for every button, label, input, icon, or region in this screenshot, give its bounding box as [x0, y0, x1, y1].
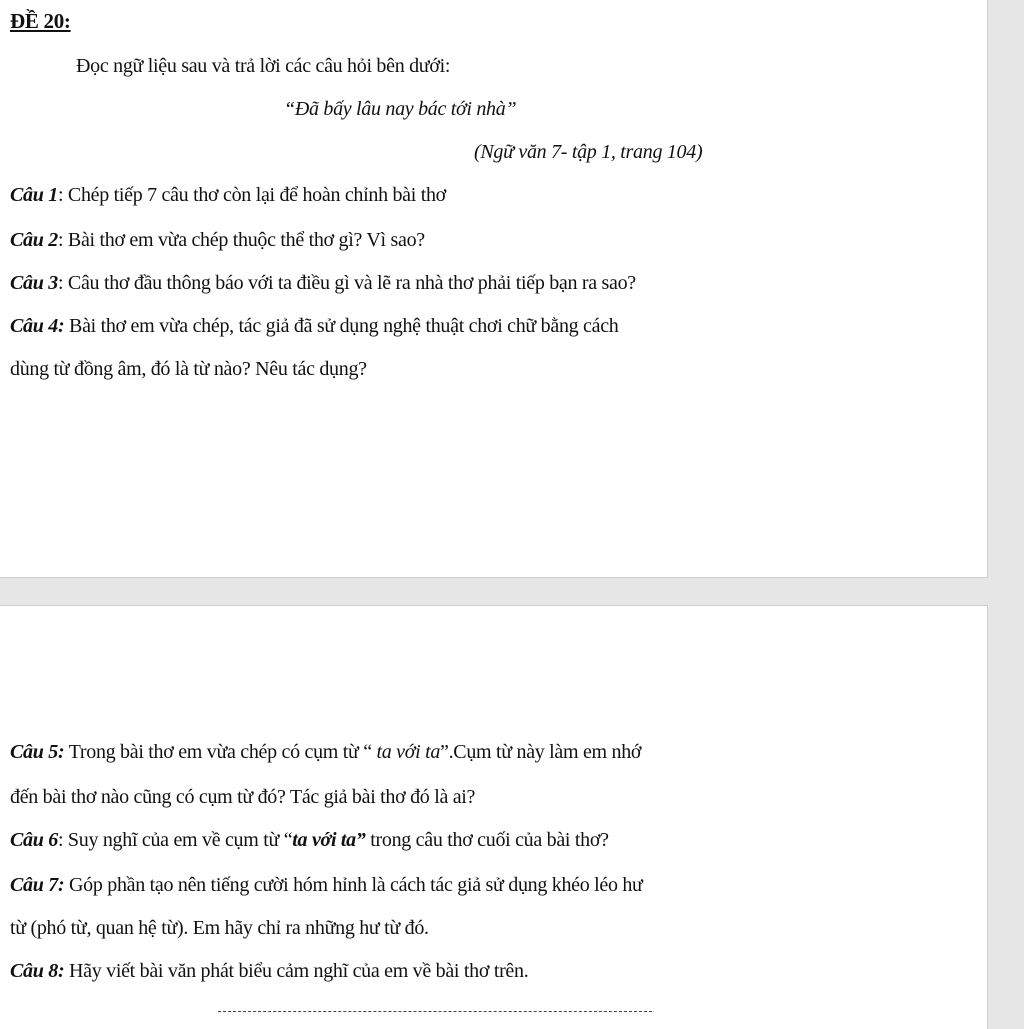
question-1-text: : Chép tiếp 7 câu thơ còn lại để hoàn chỉnh bài thơ: [57, 184, 446, 206]
question-2: [10, 227, 425, 253]
question-6-label: Câu 6: [10, 829, 58, 851]
exam-title: ĐỀ 20:: [10, 9, 71, 33]
question-3-label: Câu 3: [10, 272, 58, 294]
question-5-label: Câu 5:: [10, 741, 65, 763]
source-citation: (Ngữ văn 7- tập 1, trang 104): [474, 141, 703, 163]
question-8-text: Hãy viết bài văn phát biểu cảm nghĩ của em về bài thơ trên.: [64, 960, 529, 982]
question-5-text-b: ”.Cụm từ này làm em nhớ: [440, 741, 642, 763]
question-4-line-2: dùng từ đồng âm, đó là từ nào? Nêu tác dụng?: [10, 358, 367, 380]
question-5-line-1: [10, 739, 641, 765]
question-5-line-2: đến bài thơ nào cũng có cụm từ đó? Tác giả bài thơ đó là ai?: [10, 786, 476, 808]
question-4-text: Bài thơ em vừa chép, tác giả đã sử dụng nghệ thuật chơi chữ bằng cách: [64, 315, 619, 337]
poem-quote: “Đã bấy lâu nay bác tới nhà”: [284, 98, 517, 120]
document-page-2: [0, 605, 988, 1029]
question-6-text-a: : Suy nghĩ của em về cụm từ “: [57, 829, 293, 851]
question-2-text: : Bài thơ em vừa chép thuộc thể thơ gì? Vì sao?: [57, 229, 425, 251]
question-8-label: Câu 8:: [10, 960, 65, 982]
question-3-text: : Câu thơ đầu thông báo với ta điều gì và lẽ ra nhà thơ phải tiếp bạn ra sao?: [57, 272, 636, 294]
question-3: [10, 270, 636, 296]
question-5-text-a: Trong bài thơ em vừa chép có cụm từ “: [64, 741, 377, 763]
question-7-line-1: [10, 872, 643, 898]
question-1-label: Câu 1: [10, 184, 58, 206]
question-6-text-b: trong câu thơ cuối của bài thơ?: [365, 829, 609, 851]
question-4-line-1: [10, 313, 619, 339]
dotted-separator: [218, 1011, 652, 1012]
question-7-text: Góp phần tạo nên tiếng cười hóm hỉnh là cách tác giả sử dụng khéo léo hư: [64, 874, 643, 896]
instruction-text: Đọc ngữ liệu sau và trả lời các câu hỏi bên dưới:: [76, 55, 451, 77]
question-8: [10, 958, 528, 984]
question-5-phrase: ta với ta: [376, 741, 441, 763]
question-1: [10, 182, 446, 208]
question-7-line-2: từ (phó từ, quan hệ từ). Em hãy chỉ ra những hư từ đó.: [10, 917, 429, 939]
question-4-label: Câu 4:: [10, 315, 65, 337]
question-6-phrase: ta với ta”: [292, 829, 366, 851]
question-2-label: Câu 2: [10, 229, 58, 251]
question-7-label: Câu 7:: [10, 874, 65, 896]
question-6: [10, 827, 609, 853]
